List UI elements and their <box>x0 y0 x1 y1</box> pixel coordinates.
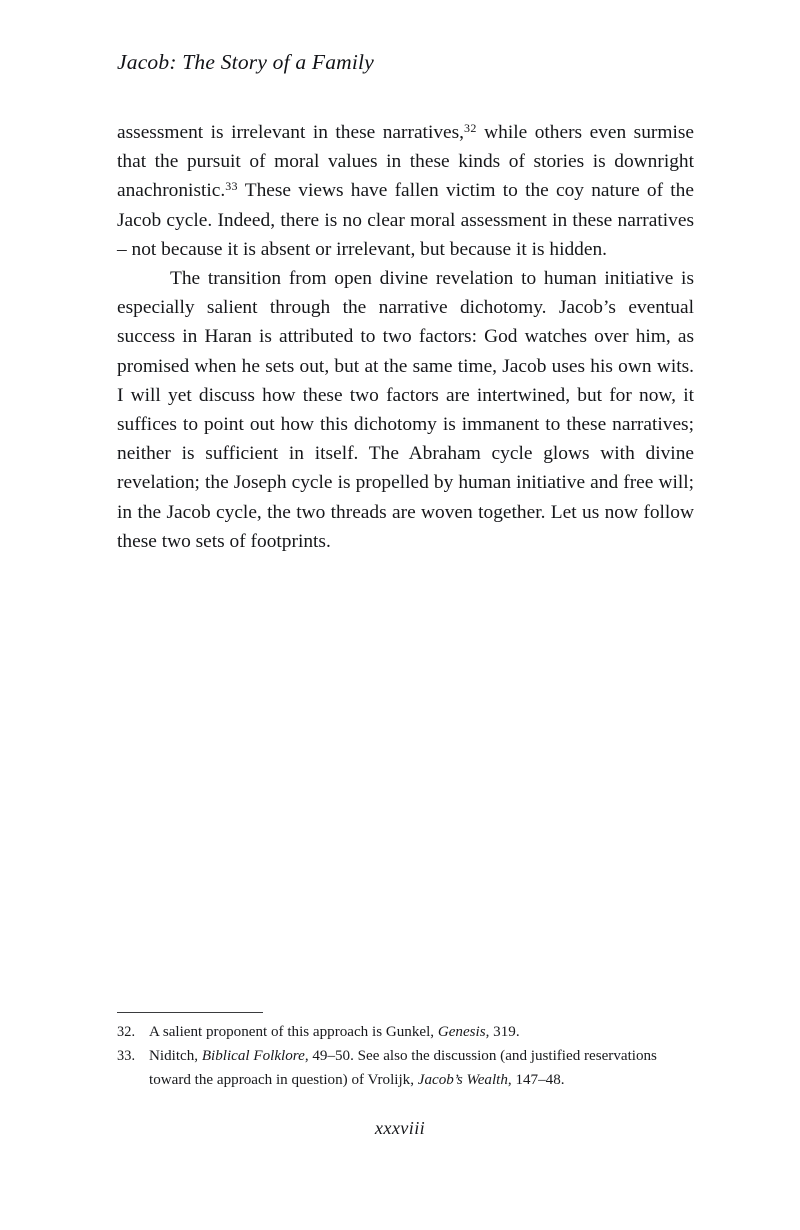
text-run: while others even surmise that the pursuit of moral values in these kinds of stories is downright anachronistic. <box>117 122 694 202</box>
body-text-block <box>117 118 694 556</box>
footnote-separator-rule <box>117 1012 263 1013</box>
footnote-list <box>117 1021 695 1093</box>
text-run: A salient proponent of this approach is Gunkel, <box>149 1024 438 1040</box>
footnote-item <box>117 1021 695 1044</box>
text-run: These views have fallen victim to the coy nature of the Jacob cycle. Indeed, there is no clear moral assessment in these narratives – not because it is absent or irrelevant, but because it is hidden. <box>117 180 694 260</box>
footnote-item <box>117 1045 695 1092</box>
paragraph-1 <box>117 118 694 264</box>
text-run: The transition from open divine revelation to human initiative is especially salient through the narrative dichotomy. Jacob’s eventual success in Haran is attributed to two factors: God watches over him, as promised when he sets out, but at the same time, Jacob uses his own wits. I will yet discuss how these two factors are intertwined, but for now, it suffices to point out how this dichotomy is immanent to these narratives; neither is sufficient in itself. The Abraham cycle glows with divine revelation; the Joseph cycle is propelled by human initiative and free will; in the Jacob cycle, the two threads are woven together. Let us now follow these two sets of footprints. <box>117 268 694 552</box>
text-run: , 147–48. <box>507 1071 565 1088</box>
text-run: , 49–50. See also the discussion (and justified reservations toward the approach in question) of Vrolijk, <box>149 1048 657 1088</box>
title-italic: Jacob’s Wealth <box>417 1071 508 1088</box>
text-run: Niditch, <box>149 1048 202 1065</box>
text-run: assessment is irrelevant in these narratives, <box>117 122 465 143</box>
title-italic: Genesis <box>437 1024 486 1040</box>
footnote-text <box>149 1045 695 1092</box>
footnote-reference[interactable]: 32 <box>464 120 477 135</box>
footnote-reference[interactable]: 33 <box>225 179 238 194</box>
text-run: , 319. <box>485 1024 520 1040</box>
footnote-number: 33. <box>117 1048 136 1065</box>
page-number: xxxviii <box>374 1118 426 1138</box>
running-head: Jacob: The Story of a Family <box>117 50 374 74</box>
title-italic: Biblical Folklore <box>201 1048 305 1065</box>
footnote-text <box>149 1021 695 1044</box>
paragraph-2 <box>117 264 694 556</box>
footnote-number: 32. <box>117 1024 136 1040</box>
